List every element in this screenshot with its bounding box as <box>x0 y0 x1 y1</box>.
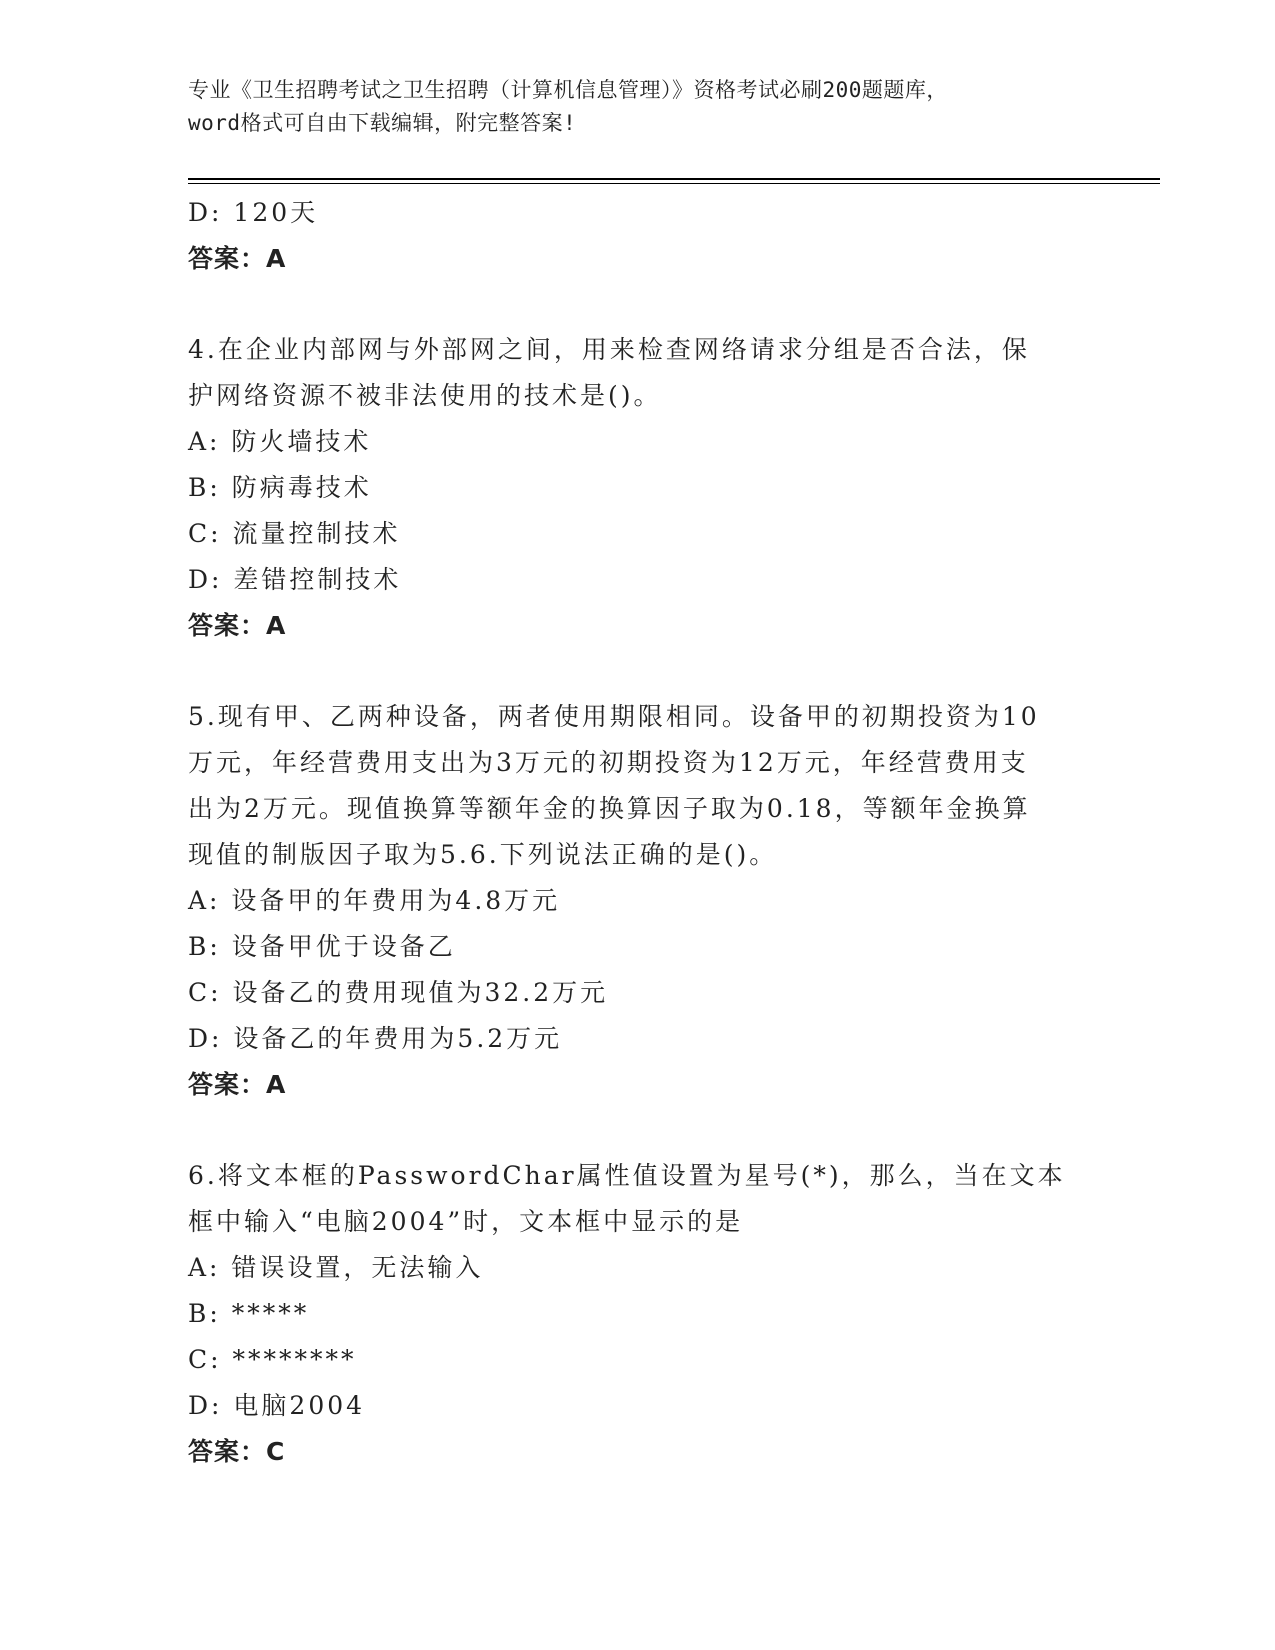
option-d: D: 设备乙的年费用为5.2万元 <box>188 1024 563 1053</box>
answer-line: 答案：C <box>188 1437 286 1466</box>
question-stem <box>188 694 1088 878</box>
question-stem-line: 万元，年经营费用支出为3万元的初期投资为12万元，年经营费用支 <box>188 748 1029 777</box>
question-stem-line: 现值的制版因子取为5.6.下列说法正确的是()。 <box>188 840 778 869</box>
question-stem-line: 4.在企业内部网与外部网之间，用来检查网络请求分组是否合法，保 <box>188 335 1030 364</box>
option-d: D: 差错控制技术 <box>188 565 402 594</box>
document-header <box>188 74 1088 140</box>
option-d: D: 电脑2004 <box>188 1391 366 1420</box>
option-b: B: 防病毒技术 <box>188 473 372 502</box>
option-d: D: 120天 <box>188 198 319 227</box>
header-title-line-1: 专业《卫生招聘考试之卫生招聘（计算机信息管理）》资格考试必刷200题题库， <box>188 78 948 102</box>
question-6 <box>188 1153 1088 1475</box>
answer-line: 答案：A <box>188 244 287 273</box>
question-stem-line: 框中输入“电脑2004”时，文本框中显示的是 <box>188 1207 744 1236</box>
option-c: C: 流量控制技术 <box>188 519 401 548</box>
answer-line: 答案：A <box>188 1070 287 1099</box>
option-b: B: ***** <box>188 1299 310 1328</box>
header-divider-thin <box>188 183 1160 184</box>
option-c: C: 设备乙的费用现值为32.2万元 <box>188 978 609 1007</box>
question-5 <box>188 694 1088 1108</box>
option-a: A: 防火墙技术 <box>188 427 372 456</box>
question-stem-line: 6.将文本框的PasswordChar属性值设置为星号(*)，那么，当在文本 <box>188 1161 1066 1190</box>
answer-line: 答案：A <box>188 611 287 640</box>
header-title-line-2: word格式可自由下载编辑，附完整答案! <box>188 111 577 135</box>
question-stem-line: 护网络资源不被非法使用的技术是()。 <box>188 381 662 410</box>
question-stem <box>188 1153 1088 1245</box>
option-a: A: 错误设置，无法输入 <box>188 1253 484 1282</box>
option-b: B: 设备甲优于设备乙 <box>188 932 456 961</box>
question-list <box>188 190 1088 1475</box>
option-a: A: 设备甲的年费用为4.8万元 <box>188 886 561 915</box>
question-stem <box>188 327 1088 419</box>
question-4 <box>188 327 1088 649</box>
continued-question <box>188 190 1088 282</box>
question-stem-line: 出为2万元。现值换算等额年金的换算因子取为0.18，等额年金换算 <box>188 794 1031 823</box>
question-stem-line: 5.现有甲、乙两种设备，两者使用期限相同。设备甲的初期投资为10 <box>188 702 1040 731</box>
header-divider-thick <box>188 178 1160 180</box>
option-c: C: ******** <box>188 1345 357 1374</box>
